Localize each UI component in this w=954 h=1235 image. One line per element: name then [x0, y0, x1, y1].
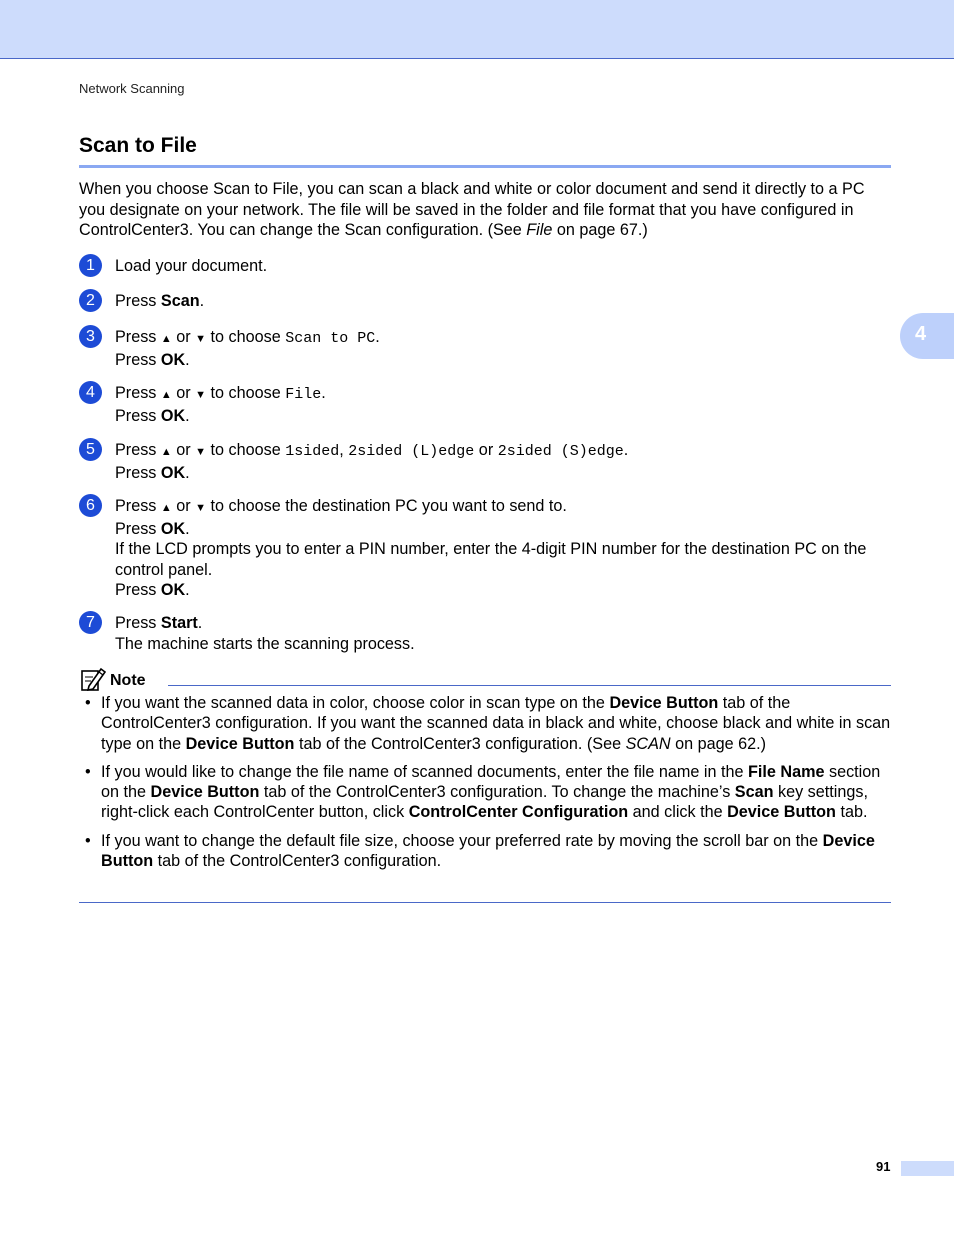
press-ok: Press OK. — [115, 519, 190, 538]
step-text: Press ▲ or ▼ to choose File. — [115, 384, 326, 403]
section-title: Scan to File — [79, 134, 197, 157]
up-arrow-icon: ▲ — [160, 502, 172, 514]
menu-option: 2sided (L)edge — [348, 443, 475, 460]
header-band — [0, 0, 954, 59]
step-text: Press ▲ or ▼ to choose Scan to PC. — [115, 328, 380, 347]
down-arrow-icon: ▼ — [195, 446, 207, 458]
intro-reference: File — [526, 221, 553, 239]
up-arrow-icon: ▲ — [160, 446, 172, 458]
chapter-tab — [900, 313, 954, 359]
press-ok: Press OK. — [115, 463, 190, 482]
press-ok: Press OK. — [115, 406, 190, 425]
note-list — [85, 693, 895, 879]
breadcrumb: Network Scanning — [79, 81, 185, 96]
step-number: 3 — [79, 325, 102, 348]
step-number: 4 — [79, 381, 102, 404]
footer-bar — [901, 1161, 954, 1176]
note-pencil-icon — [80, 666, 106, 692]
chapter-tab-number: 4 — [915, 323, 927, 345]
step-number: 7 — [79, 611, 102, 634]
pin-instruction: If the LCD prompts you to enter a PIN number, enter the 4-digit PIN number for the destination PC on the control panel. — [115, 540, 867, 579]
page-number: 91 — [876, 1159, 891, 1174]
down-arrow-icon: ▼ — [195, 502, 207, 514]
key-start: Start — [160, 614, 198, 632]
up-arrow-icon: ▲ — [160, 389, 172, 401]
step-text: Load your document. — [115, 257, 268, 275]
step-text: Press Start. — [115, 614, 203, 632]
step-text: Press ▲ or ▼ to choose the destination PC you want to send to. — [115, 497, 567, 515]
step-number: 2 — [79, 289, 102, 312]
title-underline — [79, 165, 891, 168]
menu-option: File — [285, 386, 322, 403]
step-text: Press ▲ or ▼ to choose 1sided, 2sided (L)edge or 2sided (S)edge. — [115, 441, 629, 460]
menu-option: 2sided (S)edge — [497, 443, 624, 460]
key-scan: Scan — [160, 292, 200, 310]
step-text: Press Scan. — [115, 292, 205, 310]
menu-option: Scan to PC — [285, 330, 376, 347]
note-rule — [168, 685, 891, 686]
note-item: • If you want the scanned data in color, choose color in scan type on the Device Button tab of the ControlCenter3 configuration. If you want the scanned data in black and white, choose black and white in scan type on the Device Button tab of the ControlCenter3 configuration. (See SCAN on page 62.) — [85, 693, 895, 754]
step-result: The machine starts the scanning process. — [115, 634, 415, 653]
up-arrow-icon: ▲ — [160, 333, 172, 345]
step-number: 5 — [79, 438, 102, 461]
down-arrow-icon: ▼ — [195, 389, 207, 401]
note-item: • If you want to change the default file size, choose your preferred rate by moving the scroll bar on the Device Button tab of the ControlCenter3 configuration. — [85, 831, 895, 872]
note-item: • If you would like to change the file name of scanned documents, enter the file name in the File Name section on the Device Button tab of the ControlCenter3 configuration. To change the machine’s Scan key settings, right-click each ControlCenter button, click ControlCenter Configuration and click the Device Button tab. — [85, 762, 895, 823]
menu-option: 1sided — [285, 443, 340, 460]
note-end-rule — [79, 902, 891, 903]
press-ok: Press OK. — [115, 350, 190, 369]
down-arrow-icon: ▼ — [195, 333, 207, 345]
note-label: Note — [110, 672, 146, 689]
step-number: 1 — [79, 254, 102, 277]
intro-paragraph: When you choose Scan to File, you can scan a black and white or color document and send it directly to a PC you designate on your network. The file will be saved in the folder and file format that you have configured in ControlCenter3. You can change the Scan configuration. (See File on page 67.) — [79, 180, 865, 239]
press-ok: Press OK. — [115, 581, 190, 599]
step-number: 6 — [79, 494, 102, 517]
